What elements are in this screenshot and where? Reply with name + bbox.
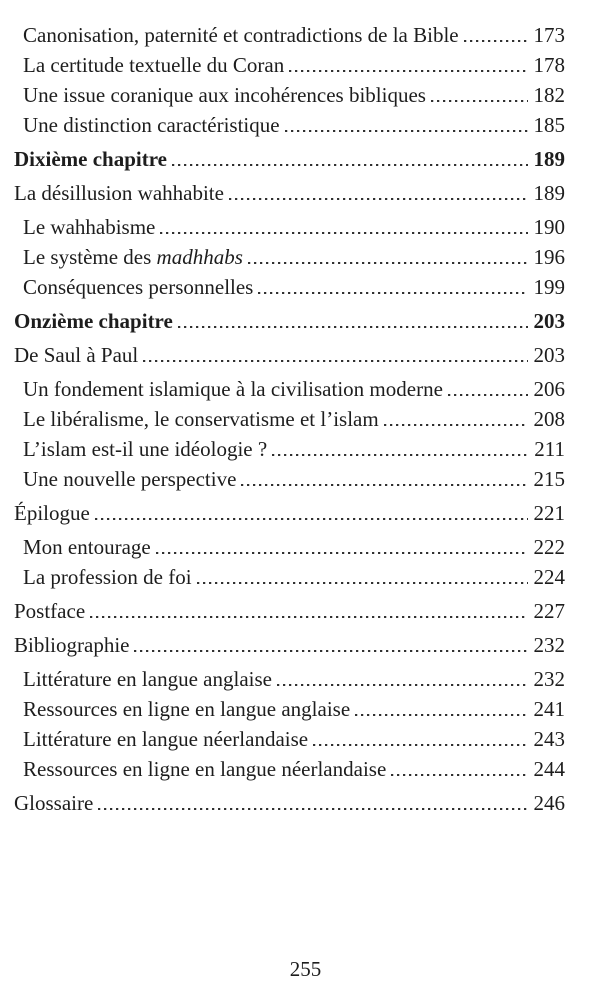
toc-page-number: 182 xyxy=(533,83,565,107)
toc-page-number: 203 xyxy=(533,309,565,333)
toc-page-number: 196 xyxy=(533,245,565,269)
toc-entry-text: Le système des xyxy=(23,245,157,269)
toc-page-number: 208 xyxy=(533,407,565,431)
toc-entry-label xyxy=(23,724,308,754)
toc-row xyxy=(14,242,565,272)
leader-dots xyxy=(464,40,528,42)
leader-dots xyxy=(156,552,528,554)
toc-entry-label xyxy=(23,20,459,50)
toc-entry-text: Ressources en ligne en langue anglaise xyxy=(23,697,351,721)
toc-entry-label xyxy=(14,178,224,208)
toc-entry-text: Conséquences personnelles xyxy=(23,275,254,299)
toc-entry-label xyxy=(23,374,443,404)
leader-dots xyxy=(355,714,527,716)
toc-entry-text: La profession de foi xyxy=(23,565,192,589)
toc-row xyxy=(14,788,565,818)
toc-row xyxy=(14,178,565,208)
toc-entry-text: Glossaire xyxy=(14,791,94,815)
toc-entry-label xyxy=(23,754,386,784)
toc-row xyxy=(14,694,565,724)
toc-entry-label xyxy=(14,340,138,370)
toc-entry-label xyxy=(23,50,284,80)
toc-row xyxy=(14,754,565,784)
toc-row xyxy=(14,374,565,404)
toc-page-number: 203 xyxy=(533,343,565,367)
leader-dots xyxy=(229,198,528,200)
leader-dots xyxy=(448,394,528,396)
toc-row xyxy=(14,630,565,660)
toc-row xyxy=(14,596,565,626)
toc-row xyxy=(14,50,565,80)
toc-row xyxy=(14,404,565,434)
toc-entry-text: De Saul à Paul xyxy=(14,343,139,367)
leader-dots xyxy=(391,774,527,776)
toc-entry-label xyxy=(23,242,243,272)
toc-row xyxy=(14,110,565,140)
toc-entry-text: Littérature en langue néerlandaise xyxy=(23,727,309,751)
toc-entry-text: Une issue coranique aux incohérences bibliques xyxy=(23,83,426,107)
leader-dots xyxy=(134,650,527,652)
leader-dots xyxy=(285,130,528,132)
toc-entry-text: Une nouvelle perspective xyxy=(23,467,237,491)
toc-row xyxy=(14,212,565,242)
toc-entry-label xyxy=(14,630,129,660)
toc-entry-text: Dixième chapitre xyxy=(14,147,167,171)
leader-dots xyxy=(248,262,528,264)
toc-row xyxy=(14,434,565,464)
toc-entry-label xyxy=(14,788,93,818)
toc-row xyxy=(14,498,565,528)
toc-entry-text: Épilogue xyxy=(14,501,90,525)
toc-page-number: 246 xyxy=(533,791,565,815)
toc-entry-label xyxy=(14,596,85,626)
toc-page-number: 189 xyxy=(533,147,565,171)
leader-dots xyxy=(258,292,527,294)
toc-page-number: 227 xyxy=(533,599,565,623)
toc-entry-label xyxy=(23,694,350,724)
toc-entry-label xyxy=(23,464,236,494)
toc-entry-text: Postface xyxy=(14,599,86,623)
toc-entry-label xyxy=(23,532,151,562)
leader-dots xyxy=(143,360,527,362)
toc-page-number: 215 xyxy=(533,467,565,491)
toc-row xyxy=(14,272,565,302)
toc-row xyxy=(14,464,565,494)
toc-row xyxy=(14,306,565,336)
toc-entry-label xyxy=(23,434,267,464)
toc-entry-text: La certitude textuelle du Coran xyxy=(23,53,285,77)
toc-entry-label xyxy=(23,272,253,302)
page-footer xyxy=(0,957,611,981)
toc-entry-text: Ressources en ligne en langue néerlandaise xyxy=(23,757,387,781)
leader-dots xyxy=(384,424,528,426)
toc-entry-label xyxy=(23,80,426,110)
toc-row xyxy=(14,724,565,754)
leader-dots xyxy=(277,684,528,686)
toc-page-number: 232 xyxy=(533,633,565,657)
toc-page-number: 232 xyxy=(533,667,565,691)
leader-dots xyxy=(272,454,528,456)
leader-dots xyxy=(197,582,528,584)
toc-row xyxy=(14,340,565,370)
toc-row xyxy=(14,562,565,592)
toc-page-number: 211 xyxy=(534,437,565,461)
toc-page-number: 173 xyxy=(533,23,565,47)
toc-entry-text: Mon entourage xyxy=(23,535,151,559)
toc-entry-label xyxy=(14,144,167,174)
toc-row xyxy=(14,20,565,50)
toc-entry-text: Littérature en langue anglaise xyxy=(23,667,272,691)
leader-dots xyxy=(241,484,527,486)
toc-entry-label xyxy=(23,212,155,242)
toc-entry-italic-term: madhhabs xyxy=(156,245,243,269)
toc-page-number: 178 xyxy=(533,53,565,77)
toc-entry-label xyxy=(14,306,173,336)
leader-dots xyxy=(95,518,528,520)
leader-dots xyxy=(289,70,527,72)
toc-page-number: 185 xyxy=(533,113,565,137)
toc-entry-text: Onzième chapitre xyxy=(14,309,173,333)
toc-entry-text: Un fondement islamique à la civilisation moderne xyxy=(23,377,443,401)
toc-entry-label xyxy=(14,498,90,528)
toc-page-number: 190 xyxy=(533,215,565,239)
toc-entry-text: Bibliographie xyxy=(14,633,130,657)
toc-page-number: 206 xyxy=(533,377,565,401)
toc-page-number: 189 xyxy=(533,181,565,205)
toc-page-number: 224 xyxy=(533,565,565,589)
toc-page-number: 221 xyxy=(533,501,565,525)
leader-dots xyxy=(90,616,527,618)
toc-row xyxy=(14,532,565,562)
leader-dots xyxy=(172,164,528,166)
toc-entry-text: Une distinction caractéristique xyxy=(23,113,280,137)
toc-row xyxy=(14,144,565,174)
folio-page-number: 255 xyxy=(289,957,322,981)
leader-dots xyxy=(431,100,528,102)
leader-dots xyxy=(178,326,528,328)
toc-entry-label xyxy=(23,404,379,434)
leader-dots xyxy=(313,744,527,746)
toc-entry-label xyxy=(23,562,192,592)
toc-entry-text: L’islam est-il une idéologie ? xyxy=(23,437,268,461)
toc-entry-label xyxy=(23,110,280,140)
toc-page-number: 241 xyxy=(533,697,565,721)
toc-row xyxy=(14,664,565,694)
leader-dots xyxy=(98,808,527,810)
toc-row xyxy=(14,80,565,110)
toc-entry-text: Le libéralisme, le conservatisme et l’islam xyxy=(23,407,379,431)
toc-entry-text: La désillusion wahhabite xyxy=(14,181,224,205)
toc-page-number: 244 xyxy=(533,757,565,781)
toc-entry-text: Canonisation, paternité et contradictions de la Bible xyxy=(23,23,459,47)
table-of-contents xyxy=(14,20,565,818)
toc-page-number: 199 xyxy=(533,275,565,299)
toc-page-number: 222 xyxy=(533,535,565,559)
leader-dots xyxy=(160,232,527,234)
toc-entry-text: Le wahhabisme xyxy=(23,215,156,239)
toc-page-number: 243 xyxy=(533,727,565,751)
toc-entry-label xyxy=(23,664,272,694)
